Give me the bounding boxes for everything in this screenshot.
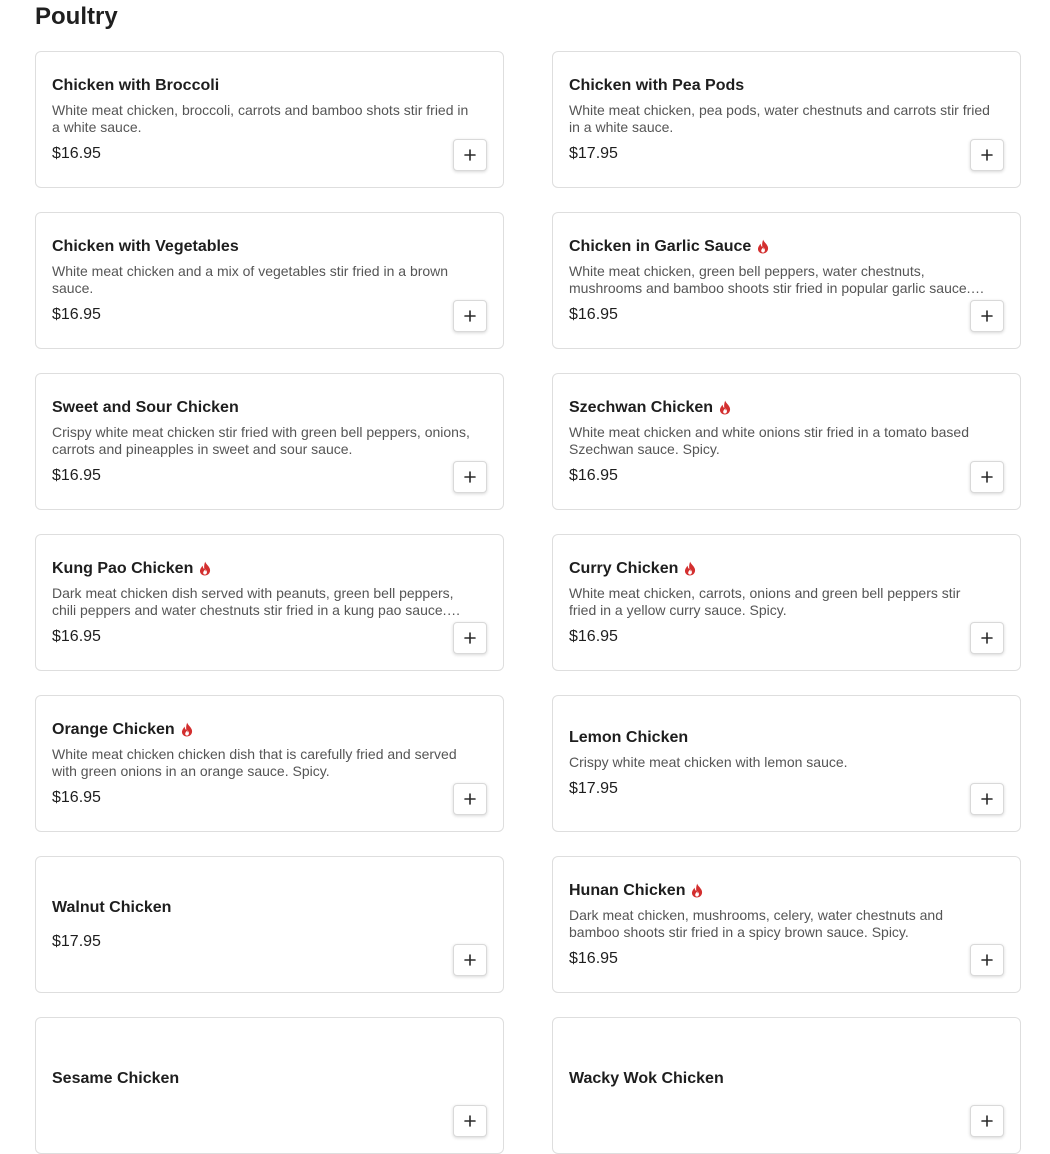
menu-item-card[interactable] (552, 856, 1021, 993)
item-description: Crispy white meat chicken with lemon sauce. (569, 754, 848, 770)
item-price: $17.95 (569, 780, 618, 797)
plus-icon (981, 954, 993, 966)
add-to-cart-button[interactable] (970, 139, 1004, 171)
plus-icon (981, 310, 993, 322)
plus-icon (464, 1115, 476, 1127)
menu-item-card[interactable] (35, 373, 504, 510)
section-title: Poultry (35, 3, 118, 30)
plus-icon (464, 149, 476, 161)
menu-item-card[interactable] (35, 695, 504, 832)
menu-item-card[interactable] (35, 1017, 504, 1154)
item-price: $16.95 (569, 949, 618, 967)
item-name: Chicken with Broccoli (52, 76, 220, 94)
add-to-cart-button[interactable] (970, 783, 1004, 815)
item-name: Wacky Wok Chicken (569, 1069, 724, 1087)
menu-item-card[interactable] (552, 51, 1021, 188)
add-to-cart-button[interactable] (453, 944, 487, 976)
item-description: White meat chicken chicken dish that is carefully fried and served with green onions in an orange sauce. Spicy. (52, 745, 457, 779)
menu-item-card[interactable] (552, 373, 1021, 510)
menu-item-card[interactable] (35, 856, 504, 993)
add-to-cart-button[interactable] (453, 139, 487, 171)
item-description: Crispy white meat chicken stir fried with green bell peppers, onions, carrots and pineapples in sweet and sour sauce. (52, 423, 470, 457)
plus-icon (981, 632, 993, 644)
item-name: Chicken in Garlic Sauce (569, 237, 752, 255)
flame-icon (181, 722, 193, 737)
plus-icon (981, 1115, 993, 1127)
item-description: White meat chicken, green bell peppers, water chestnuts, mushrooms and bamboo shoots stir fried in popular garlic sauce. (569, 262, 971, 296)
item-description: White meat chicken, carrots, onions and green bell peppers stir fried in a yellow curry sauce. Spicy. (569, 584, 961, 618)
plus-icon (464, 471, 476, 483)
item-name: Kung Pao Chicken (52, 559, 194, 577)
item-name: Chicken with Vegetables (52, 237, 239, 255)
plus-icon (981, 149, 993, 161)
plus-icon (464, 793, 476, 805)
plus-icon (464, 310, 476, 322)
item-description: White meat chicken, broccoli, carrots and bamboo shots stir fried in a white sauce. (52, 101, 469, 135)
item-description: Dark meat chicken dish served with peanuts, green bell peppers, chili peppers and water chestnuts stir fried in a kung pao sauce. (52, 584, 454, 618)
item-price: $16.95 (52, 627, 101, 645)
plus-icon (464, 954, 476, 966)
item-description: White meat chicken, pea pods, water chestnuts and carrots stir fried in a white sauce. (569, 101, 990, 135)
menu-item-card[interactable] (552, 695, 1021, 832)
item-description: White meat chicken and white onions stir fried in a tomato based Szechwan sauce. Spicy. (569, 423, 969, 457)
flame-icon (684, 561, 696, 576)
menu-item-card[interactable] (552, 212, 1021, 349)
add-to-cart-button[interactable] (970, 1105, 1004, 1137)
item-price: $16.95 (52, 144, 101, 162)
item-price: $16.95 (569, 305, 618, 323)
menu-item-grid (35, 51, 1021, 1154)
add-to-cart-button[interactable] (970, 944, 1004, 976)
item-name: Chicken with Pea Pods (569, 76, 745, 94)
flame-icon (691, 883, 703, 898)
add-to-cart-button[interactable] (453, 783, 487, 815)
menu-item-card[interactable] (552, 534, 1021, 671)
item-price: $16.95 (52, 788, 101, 806)
menu-item-card[interactable] (35, 51, 504, 188)
item-name: Szechwan Chicken (569, 398, 714, 416)
plus-icon (981, 793, 993, 805)
item-name: Sesame Chicken (52, 1069, 180, 1087)
plus-icon (464, 632, 476, 644)
plus-icon (981, 471, 993, 483)
add-to-cart-button[interactable] (970, 461, 1004, 493)
item-price: $16.95 (52, 466, 101, 484)
add-to-cart-button[interactable] (453, 300, 487, 332)
item-name: Hunan Chicken (569, 881, 686, 899)
item-price: $17.95 (569, 144, 618, 162)
menu-item-card[interactable] (35, 212, 504, 349)
item-name: Orange Chicken (52, 720, 175, 738)
item-price: $16.95 (569, 627, 618, 645)
item-name: Lemon Chicken (569, 729, 689, 746)
flame-icon (719, 400, 731, 415)
add-to-cart-button[interactable] (453, 1105, 487, 1137)
item-price: $16.95 (52, 305, 101, 323)
flame-icon (757, 239, 769, 254)
item-price: $17.95 (52, 932, 101, 950)
flame-icon (199, 561, 211, 576)
item-price: $16.95 (569, 466, 618, 484)
menu-item-card[interactable] (35, 534, 504, 671)
menu-item-card[interactable] (552, 1017, 1021, 1154)
add-to-cart-button[interactable] (970, 300, 1004, 332)
add-to-cart-button[interactable] (453, 461, 487, 493)
item-name: Curry Chicken (569, 559, 679, 577)
item-name: Sweet and Sour Chicken (52, 398, 239, 416)
add-to-cart-button[interactable] (970, 622, 1004, 654)
item-description: Dark meat chicken, mushrooms, celery, water chestnuts and bamboo shoots stir fried in a spicy brown sauce. Spicy. (569, 906, 944, 940)
item-name: Walnut Chicken (52, 898, 172, 916)
add-to-cart-button[interactable] (453, 622, 487, 654)
item-description: White meat chicken and a mix of vegetables stir fried in a brown sauce. (52, 262, 449, 296)
